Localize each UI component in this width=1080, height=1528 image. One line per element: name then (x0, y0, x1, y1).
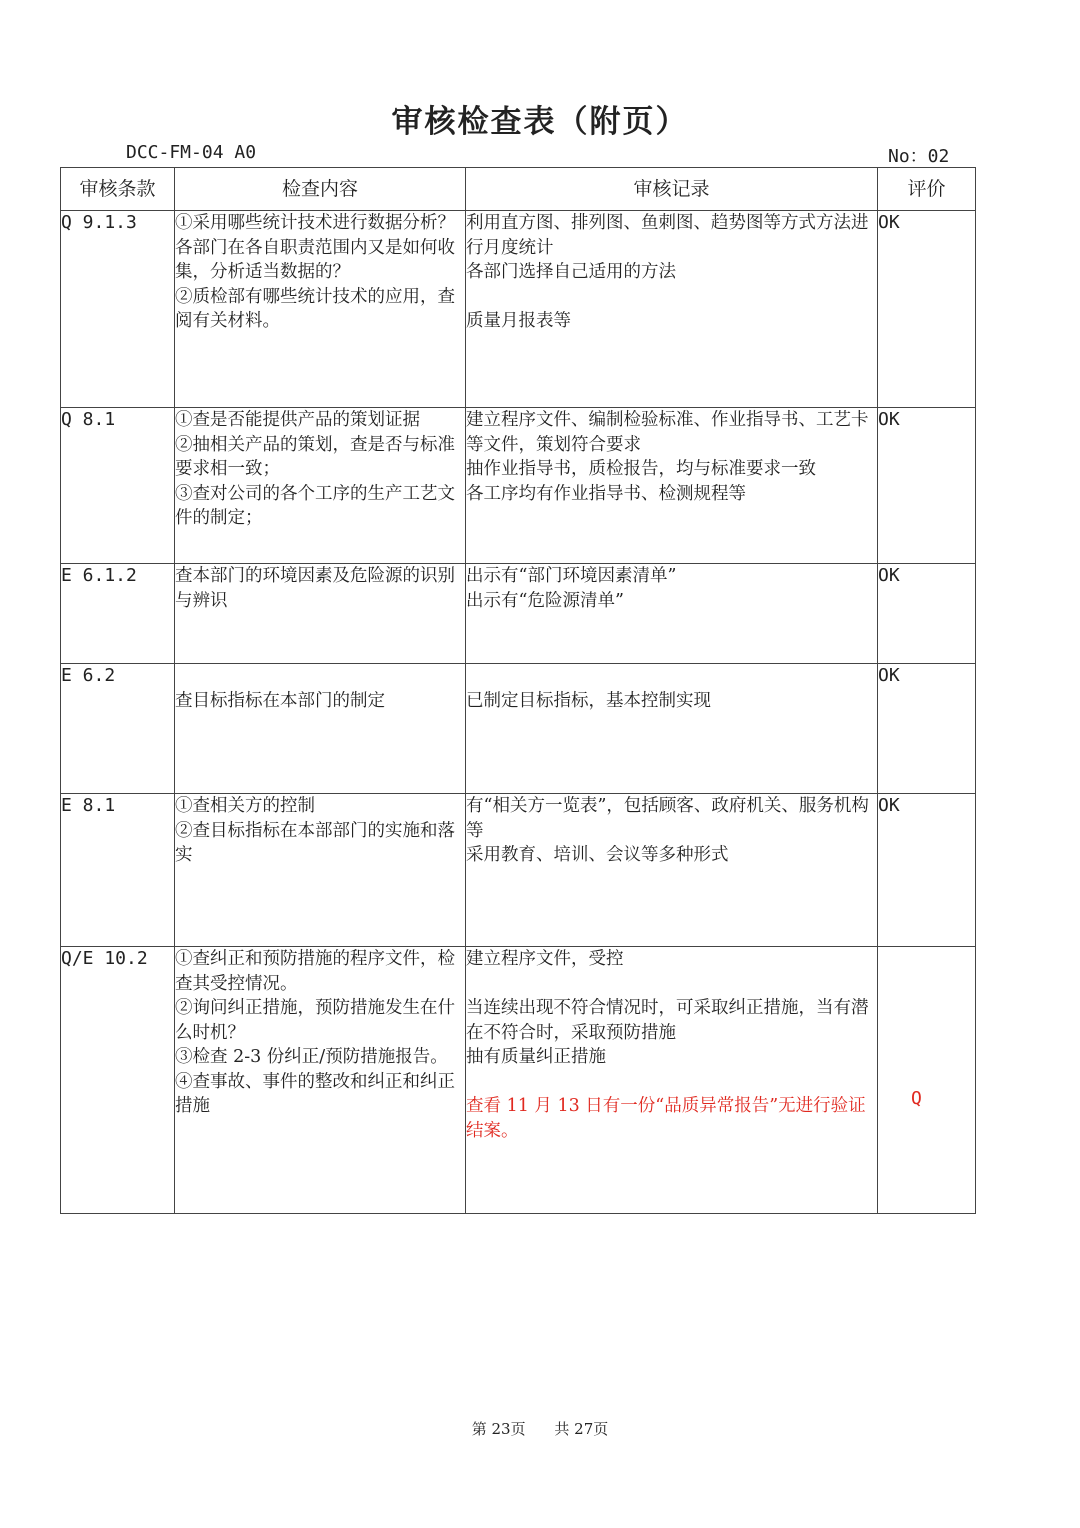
clause-cell: E 8.1 (61, 794, 175, 947)
clause-cell: E 6.2 (61, 664, 175, 794)
header-record: 审核记录 (466, 168, 878, 211)
content-line: ③查对公司的各个工序的生产工艺文件的制定； (175, 483, 455, 528)
content-line: ①查相关方的控制 (175, 796, 315, 816)
record-cell (466, 947, 878, 1214)
content-line: ②查目标指标在本部部门的实施和落实 (175, 820, 455, 865)
record-line: 质量月报表等 (466, 311, 571, 331)
content-cell (175, 211, 466, 408)
content-cell (175, 794, 466, 947)
record-line: 当连续出现不符合情况时，可采取纠正措施，当有潜在不符合时，采取预防措施 (466, 998, 869, 1043)
table-row (61, 211, 976, 408)
content-line: 查目标指标在本部门的制定 (175, 690, 385, 711)
evaluation-cell: OK (878, 664, 976, 794)
record-cell (466, 664, 878, 794)
record-blank-line (466, 664, 877, 689)
nonconformity-mark: Q (911, 1088, 922, 1109)
record-line: 各工序均有作业指导书、检测规程等 (466, 483, 746, 504)
table-header-row (61, 168, 976, 211)
clause-cell: Q 9.1.3 (61, 211, 175, 408)
header-evaluation: 评价 (878, 168, 976, 211)
record-line: 建立程序文件、编制检验标准、作业指导书、工艺卡等文件，策划符合要求 (466, 410, 869, 455)
clause-cell: Q/E 10.2 (61, 947, 175, 1214)
record-line: 出示有“危险源清单” (466, 590, 624, 611)
content-cell (175, 408, 466, 564)
evaluation-cell (878, 947, 976, 1214)
evaluation-cell: OK (878, 794, 976, 947)
content-line: ④查事故、事件的整改和纠正和纠正措施 (175, 1071, 455, 1116)
content-line: ①采用哪些统计技术进行数据分析？各部门在各自职责范围内又是如何收集，分析适当数据的？ (175, 213, 455, 282)
record-line: 建立程序文件，受控 (466, 949, 624, 969)
content-line: 查本部门的环境因素及危险源的识别与辨识 (175, 566, 455, 611)
audit-checklist-table (60, 167, 976, 1214)
page-footer (0, 1418, 1080, 1439)
record-line: 利用直方图、排列图、鱼刺图、趋势图等方式方法进行月度统计 (466, 213, 869, 258)
record-line: 各部门选择自己适用的方法 (466, 262, 676, 282)
content-line: ②质检部有哪些统计技术的应用，查阅有关材料。 (175, 286, 455, 331)
record-line: 出示有“部门环境因素清单” (466, 566, 677, 586)
header-clause: 审核条款 (61, 168, 175, 211)
content-cell (175, 947, 466, 1214)
record-cell (466, 211, 878, 408)
evaluation-cell: OK (878, 564, 976, 664)
evaluation-cell: OK (878, 408, 976, 564)
record-blank-line (466, 1070, 877, 1095)
content-line: ①查是否能提供产品的策划证据 (175, 410, 420, 430)
content-blank-line (175, 664, 465, 689)
content-cell (175, 564, 466, 664)
header-content: 检查内容 (175, 168, 466, 211)
record-cell (466, 408, 878, 564)
content-line: ①查纠正和预防措施的程序文件，检查其受控情况。 (175, 949, 455, 994)
record-cell (466, 794, 878, 947)
document-code: DCC-FM-04 A0 (126, 142, 257, 163)
page-number: 第 23页 (471, 1420, 526, 1438)
content-line: ②抽相关产品的策划，查是否与标准要求相一致； (175, 434, 455, 479)
record-line: 采用教育、培训、会议等多种形式 (466, 845, 729, 865)
table-row (61, 947, 976, 1214)
record-blank-line (466, 972, 877, 997)
content-cell (175, 664, 466, 794)
clause-cell: E 6.1.2 (61, 564, 175, 664)
clause-cell: Q 8.1 (61, 408, 175, 564)
record-line: 已制定目标指标，基本控制实现 (466, 690, 711, 711)
table-row (61, 794, 976, 947)
table-row (61, 664, 976, 794)
content-line: ②询问纠正措施，预防措施发生在什么时机？ (175, 998, 455, 1043)
page-total: 共 27页 (554, 1420, 609, 1438)
page-title: 审核检查表（附页） (391, 104, 689, 140)
content-line: ③检查 2-3 份纠正/预防措施报告。 (175, 1047, 448, 1067)
record-line: 有“相关方一览表”，包括顾客、政府机关、服务机构等 (466, 796, 869, 841)
nonconformity-finding: 查看 11 月 13 日有一份“品质异常报告”无进行验证结案。 (466, 1096, 866, 1141)
record-line: 抽作业指导书，质检报告，均与标准要求一致 (466, 459, 816, 479)
table-row (61, 408, 976, 564)
evaluation-cell: OK (878, 211, 976, 408)
record-blank-line (466, 285, 877, 310)
record-cell (466, 564, 878, 664)
table-row (61, 564, 976, 664)
document-number: No：02 (888, 146, 950, 167)
record-line: 抽有质量纠正措施 (466, 1047, 606, 1067)
